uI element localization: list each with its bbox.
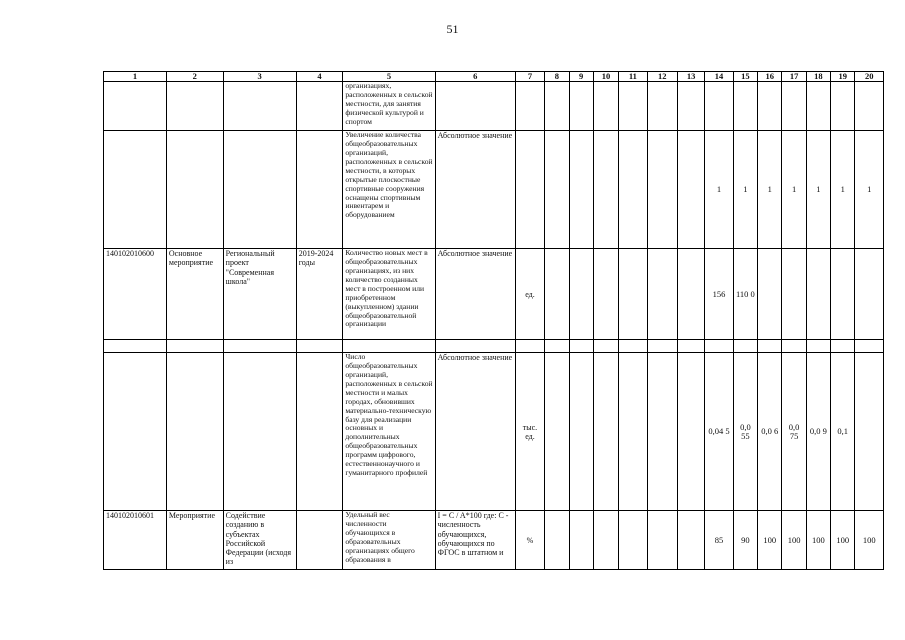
code-cell: 140102010601	[104, 511, 167, 570]
program-table	[103, 71, 884, 570]
header-row	[104, 72, 884, 82]
value-cell: 0,0 55	[733, 353, 757, 511]
header-cell: 9	[569, 72, 593, 82]
unit-cell: тыс. ед.	[515, 353, 544, 511]
value-cell: 0,0 75	[782, 353, 806, 511]
value-cell: 1	[855, 131, 884, 249]
measure-type: Абсолютное значение	[435, 353, 515, 511]
header-cell: 7	[515, 72, 544, 82]
header-cell: 10	[593, 72, 618, 82]
formula-cell: I = C / A*100 где: C - численность обучающихся, обучающихся по ФГОС в штатном и	[435, 511, 515, 570]
header-cell: 4	[296, 72, 343, 82]
header-cell: 14	[705, 72, 733, 82]
type-cell: Мероприятие	[166, 511, 223, 570]
header-cell: 11	[619, 72, 647, 82]
value-cell: 110 0	[733, 249, 757, 340]
header-cell: 13	[677, 72, 704, 82]
header-cell: 17	[782, 72, 806, 82]
value-cell: 90	[733, 511, 757, 570]
page-number: 51	[446, 22, 459, 36]
table-row	[104, 353, 884, 511]
indicator-name: Число общеобразовательных организаций, расположенных в сельской местности и малых городах, обновивших материально-техническую базу для реализации основных и дополнительных общеобразовательных программ цифрового, естественнонаучного и гуманитарного профилей	[343, 353, 435, 511]
type-cell: Основное мероприятие	[166, 249, 223, 340]
period-cell: 2019-2024 годы	[296, 249, 343, 340]
header-cell: 2	[166, 72, 223, 82]
unit-cell: %	[515, 511, 544, 570]
header-cell: 5	[343, 72, 435, 82]
measure-type: Абсолютное значение	[435, 131, 515, 249]
header-cell: 8	[545, 72, 569, 82]
header-cell: 19	[831, 72, 855, 82]
value-cell: 1	[782, 131, 806, 249]
indicator-name: организациях, расположенных в сельской местности, для занятия физической культурой и спортом	[343, 82, 435, 131]
unit-cell: ед.	[515, 249, 544, 340]
value-cell: 100	[782, 511, 806, 570]
table-row	[104, 82, 884, 131]
table-row	[104, 249, 884, 340]
header-cell: 3	[223, 72, 296, 82]
value-cell: 1	[733, 131, 757, 249]
code-cell: 140102010600	[104, 249, 167, 340]
value-cell: 100	[831, 511, 855, 570]
value-cell: 100	[806, 511, 830, 570]
value-cell: 0,1	[831, 353, 855, 511]
header-cell: 18	[806, 72, 830, 82]
header-cell: 12	[647, 72, 677, 82]
header-cell: 6	[435, 72, 515, 82]
name-cell: Региональный проект "Современная школа"	[223, 249, 296, 340]
indicator-name: Увеличение количества общеобразовательных организаций, расположенных в сельской местности, в которых открытые плоскостные спортивные сооружения оснащены спортивным инвентарем и оборудованием	[343, 131, 435, 249]
header-cell: 16	[758, 72, 782, 82]
value-cell: 1	[705, 131, 733, 249]
value-cell: 1	[806, 131, 830, 249]
header-cell: 15	[733, 72, 757, 82]
table-row	[104, 131, 884, 249]
value-cell: 1	[831, 131, 855, 249]
value-cell: 1	[758, 131, 782, 249]
table-row	[104, 511, 884, 570]
value-cell: 0,04 5	[705, 353, 733, 511]
name-cell: Содействие созданию в субъектах Российской Федерации (исходя из	[223, 511, 296, 570]
value-cell: 0,0 6	[758, 353, 782, 511]
value-cell: 100	[855, 511, 884, 570]
value-cell: 85	[705, 511, 733, 570]
table-row	[104, 340, 884, 353]
header-cell: 20	[855, 72, 884, 82]
header-cell: 1	[104, 72, 167, 82]
value-cell: 0,0 9	[806, 353, 830, 511]
indicator-name: Удельный вес численности обучающихся в образовательных организациях общего образования в	[343, 511, 435, 570]
value-cell: 156	[705, 249, 733, 340]
measure-type: Абсолютное значение	[435, 249, 515, 340]
value-cell: 100	[758, 511, 782, 570]
indicator-name: Количество новых мест в общеобразовательных организациях, из них количество созданных мест в построенном или приобретенном (выкупленном) здании общеобразовательной организации	[343, 249, 435, 340]
